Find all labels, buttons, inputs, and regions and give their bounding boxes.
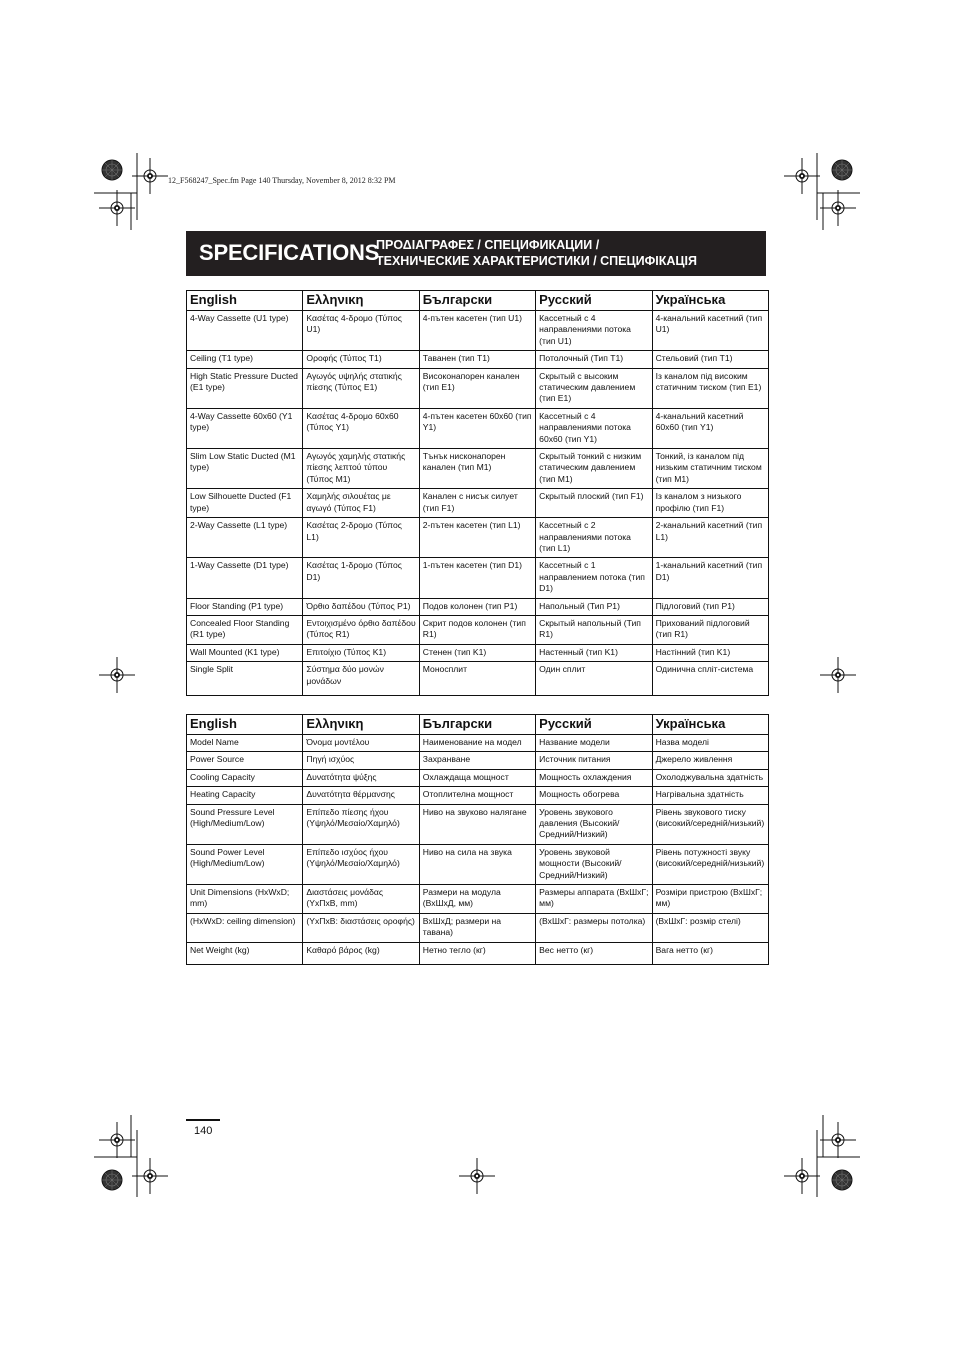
table-cell: Floor Standing (P1 type) (187, 598, 303, 615)
table-cell: Καθαρό βάρος (kg) (303, 942, 419, 964)
table-row (187, 735, 769, 752)
column-header: Русский (536, 291, 652, 311)
table-cell: Κασέτας 2-δρομο (Τύπος L1) (303, 518, 419, 558)
table-cell: 2-канальний касетний (тип L1) (652, 518, 768, 558)
table-cell: Όνομα μοντέλου (303, 735, 419, 752)
table-cell: Heating Capacity (187, 787, 303, 804)
table-cell: Net Weight (kg) (187, 942, 303, 964)
table-cell: High Static Pressure Ducted (E1 type) (187, 368, 303, 408)
table-row (187, 787, 769, 804)
table-row (187, 644, 769, 661)
table-cell: Кассетный с 2 направлениями потока (тип L1) (536, 518, 652, 558)
table-cell: Κασέτας 1-δρομο (Τύπος D1) (303, 558, 419, 598)
table-cell: Ceiling (T1 type) (187, 351, 303, 368)
table-cell: Потолочный (Тип T1) (536, 351, 652, 368)
specification-items-table (186, 714, 769, 965)
table-cell: Із каналом з низького профілю (тип F1) (652, 489, 768, 518)
table-cell: Кассетный с 1 направлением потока (тип D1) (536, 558, 652, 598)
column-header: Български (419, 715, 535, 735)
table-cell: 4-пътен касетен (тип U1) (419, 311, 535, 351)
table-cell: Нагрівальна здатність (652, 787, 768, 804)
page-number: 140 (194, 1125, 213, 1137)
table-cell: Σύστημα δύο μονών μονάδων (303, 662, 419, 696)
table-cell: Power Source (187, 752, 303, 769)
table-cell: Підлоговий (тип P1) (652, 598, 768, 615)
table-cell: (ВхШхГ: розмір стелі) (652, 913, 768, 942)
column-header: Русский (536, 715, 652, 735)
table-cell: Χαμηλής σιλουέτας με αγωγό (Τύπος F1) (303, 489, 419, 518)
table-cell: Кассетный с 4 направлениями потока 60x60 (тип Y1) (536, 408, 652, 448)
page-title: SPECIFICATIONS (199, 240, 380, 265)
table-cell: 4-Way Cassette (U1 type) (187, 311, 303, 351)
table-cell: Sound Pressure Level (High/Medium/Low) (187, 804, 303, 844)
table-cell: Охолоджувальна здатність (652, 769, 768, 786)
table-cell: Моносплит (419, 662, 535, 696)
table-cell: Нетно тегло (кг) (419, 942, 535, 964)
subtitle-line: ТЕХНИЧЕСКИЕ ХАРАКТЕРИСТИКИ / СПЕЦИФІКАЦІЯ (376, 254, 697, 268)
table-cell: Напольный (Тип P1) (536, 598, 652, 615)
table-cell: Cooling Capacity (187, 769, 303, 786)
table-cell: Таванен (тип T1) (419, 351, 535, 368)
table-row (187, 662, 769, 696)
table-cell: Αγωγός χαμηλής στατικής πίεσης λεπτού τύπου (Τύπος M1) (303, 449, 419, 489)
table-cell: Скрытый с высоким статическим давлением (тип E1) (536, 368, 652, 408)
table-cell: Источник питания (536, 752, 652, 769)
table-cell: Стельовий (тип T1) (652, 351, 768, 368)
table-cell: Κασέτας 4-δρομο (Τύπος U1) (303, 311, 419, 351)
page-subtitle (376, 237, 697, 269)
table-row (187, 558, 769, 598)
table-cell: Отоплителна мощност (419, 787, 535, 804)
table-row (187, 913, 769, 942)
column-header: English (187, 715, 303, 735)
table-cell: Δυνατότητα ψύξης (303, 769, 419, 786)
table-cell: Επιτοίχιο (Τύπος K1) (303, 644, 419, 661)
table-cell: 1-пътен касетен (тип D1) (419, 558, 535, 598)
table-cell: Single Split (187, 662, 303, 696)
table-row (187, 752, 769, 769)
table-row (187, 489, 769, 518)
table-cell: Розміри пристрою (ВхШхГ; мм) (652, 885, 768, 914)
table-cell: Sound Power Level (High/Medium/Low) (187, 844, 303, 884)
table-row (187, 885, 769, 914)
table-cell: Вес нетто (кг) (536, 942, 652, 964)
table-header-row (187, 715, 769, 735)
column-header: Ελληνικη (303, 291, 419, 311)
unit-types-table (186, 290, 769, 696)
table-row (187, 615, 769, 644)
table-cell: Джерело живлення (652, 752, 768, 769)
table-cell: Οροφής (Τύπος T1) (303, 351, 419, 368)
table-cell: Concealed Floor Standing (R1 type) (187, 615, 303, 644)
table-row (187, 408, 769, 448)
table-cell: Охлаждаща мощност (419, 769, 535, 786)
table-row (187, 351, 769, 368)
table-cell: Настінний (тип K1) (652, 644, 768, 661)
table-cell: 4-канальний касетний 60x60 (тип Y1) (652, 408, 768, 448)
table-cell: Επίπεδο ισχύος ήχου (Υψηλό/Μεσαίο/Χαμηλό) (303, 844, 419, 884)
table-cell: Подов колонен (тип P1) (419, 598, 535, 615)
table-cell: Κασέτας 4-δρομο 60x60 (Τύπος Y1) (303, 408, 419, 448)
table-cell: 4-пътен касетен 60x60 (тип Y1) (419, 408, 535, 448)
table-cell: 4-канальний касетний (тип U1) (652, 311, 768, 351)
table-cell: Πηγή ισχύος (303, 752, 419, 769)
table-cell: Model Name (187, 735, 303, 752)
table-cell: Тънък нисконапорен канален (тип M1) (419, 449, 535, 489)
table-cell: Тонкий, із каналом під низьким статичним тиском (тип M1) (652, 449, 768, 489)
table-cell: Вага нетто (кг) (652, 942, 768, 964)
table-cell: Скрит подов колонен (тип R1) (419, 615, 535, 644)
column-header: English (187, 291, 303, 311)
table-cell: Кассетный с 4 направлениями потока (тип U1) (536, 311, 652, 351)
table-cell: Размери на модула (ВхШхД, мм) (419, 885, 535, 914)
table-cell: Slim Low Static Ducted (M1 type) (187, 449, 303, 489)
table-cell: 1-Way Cassette (D1 type) (187, 558, 303, 598)
table-cell: Διαστάσεις μονάδας (ΥxΠxΒ, mm) (303, 885, 419, 914)
table-cell: 2-пътен касетен (тип L1) (419, 518, 535, 558)
table-cell: Название модели (536, 735, 652, 752)
table-cell: 2-Way Cassette (L1 type) (187, 518, 303, 558)
table-cell: ВхШхД; размери на тавана) (419, 913, 535, 942)
table-cell: Δυνατότητα θέρμανσης (303, 787, 419, 804)
table-cell: Ниво на сила на звука (419, 844, 535, 884)
table-cell: (HxWxD: ceiling dimension) (187, 913, 303, 942)
table-cell: 4-Way Cassette 60x60 (Y1 type) (187, 408, 303, 448)
table-row (187, 518, 769, 558)
table-row (187, 769, 769, 786)
table-row (187, 844, 769, 884)
table-cell: Мощность обогрева (536, 787, 652, 804)
table-cell: Із каналом під високим статичним тиском (тип E1) (652, 368, 768, 408)
table-cell: Όρθιο δαπέδου (Τύπος P1) (303, 598, 419, 615)
table-header-row (187, 291, 769, 311)
table-cell: Ниво на звуково налягане (419, 804, 535, 844)
table-cell: Настенный (тип K1) (536, 644, 652, 661)
table-cell: Уровень звуковой мощности (Высокий/Средний/Низкий) (536, 844, 652, 884)
table-cell: Одинична спліт-система (652, 662, 768, 696)
subtitle-line: ΠΡΟΔΙΑΓΡΑΦΕΣ / СПЕЦИФИКАЦИИ / (376, 238, 600, 252)
column-header: Ελληνικη (303, 715, 419, 735)
table-cell: Low Silhouette Ducted (F1 type) (187, 489, 303, 518)
table-cell: Мощность охлаждения (536, 769, 652, 786)
table-cell: Уровень звукового давления (Высокий/Средний/Низкий) (536, 804, 652, 844)
table-cell: Επίπεδο πίεσης ήχου (Υψηλό/Μεσαίο/Χαμηλό) (303, 804, 419, 844)
table-row (187, 449, 769, 489)
table-row (187, 311, 769, 351)
table-cell: Один сплит (536, 662, 652, 696)
table-cell: Наименование на модел (419, 735, 535, 752)
column-header: Українська (652, 291, 768, 311)
table-row (187, 804, 769, 844)
table-cell: Рівень звукового тиску (високий/середній/низький) (652, 804, 768, 844)
table-cell: Захранване (419, 752, 535, 769)
table-cell: Назва моделі (652, 735, 768, 752)
table-cell: Канален с нисък силует (тип F1) (419, 489, 535, 518)
column-header: Українська (652, 715, 768, 735)
table-cell: Wall Mounted (K1 type) (187, 644, 303, 661)
section-header (186, 231, 766, 276)
table-cell: Скрытый напольный (Тип R1) (536, 615, 652, 644)
table-cell: Размеры аппарата (ВхШхГ; мм) (536, 885, 652, 914)
table-cell: Рівень потужності звуку (високий/середній/низький) (652, 844, 768, 884)
print-info: 12_F568247_Spec.fm Page 140 Thursday, November 8, 2012 8:32 PM (168, 176, 396, 185)
table-cell: Скрытый тонкий с низким статическим давлением (тип M1) (536, 449, 652, 489)
table-row (187, 942, 769, 964)
table-cell: 1-канальний касетний (тип D1) (652, 558, 768, 598)
table-cell: (ВхШхГ: размеры потолка) (536, 913, 652, 942)
table-cell: Unit Dimensions (HxWxD; mm) (187, 885, 303, 914)
table-cell: Стенен (тип K1) (419, 644, 535, 661)
page-number-rule (186, 1119, 220, 1121)
table-cell: Αγωγός υψηλής στατικής πίεσης (Τύπος E1) (303, 368, 419, 408)
table-cell: (ΥxΠxΒ: διαστάσεις οροφής) (303, 913, 419, 942)
table-cell: Εντοιχισμένο όρθιο δαπέδου (Τύπος R1) (303, 615, 419, 644)
table-cell: Скрытый плоский (тип F1) (536, 489, 652, 518)
table-row (187, 368, 769, 408)
column-header: Български (419, 291, 535, 311)
table-row (187, 598, 769, 615)
table-cell: Прихований підлоговий (тип R1) (652, 615, 768, 644)
table-cell: Високонапорен канален (тип E1) (419, 368, 535, 408)
